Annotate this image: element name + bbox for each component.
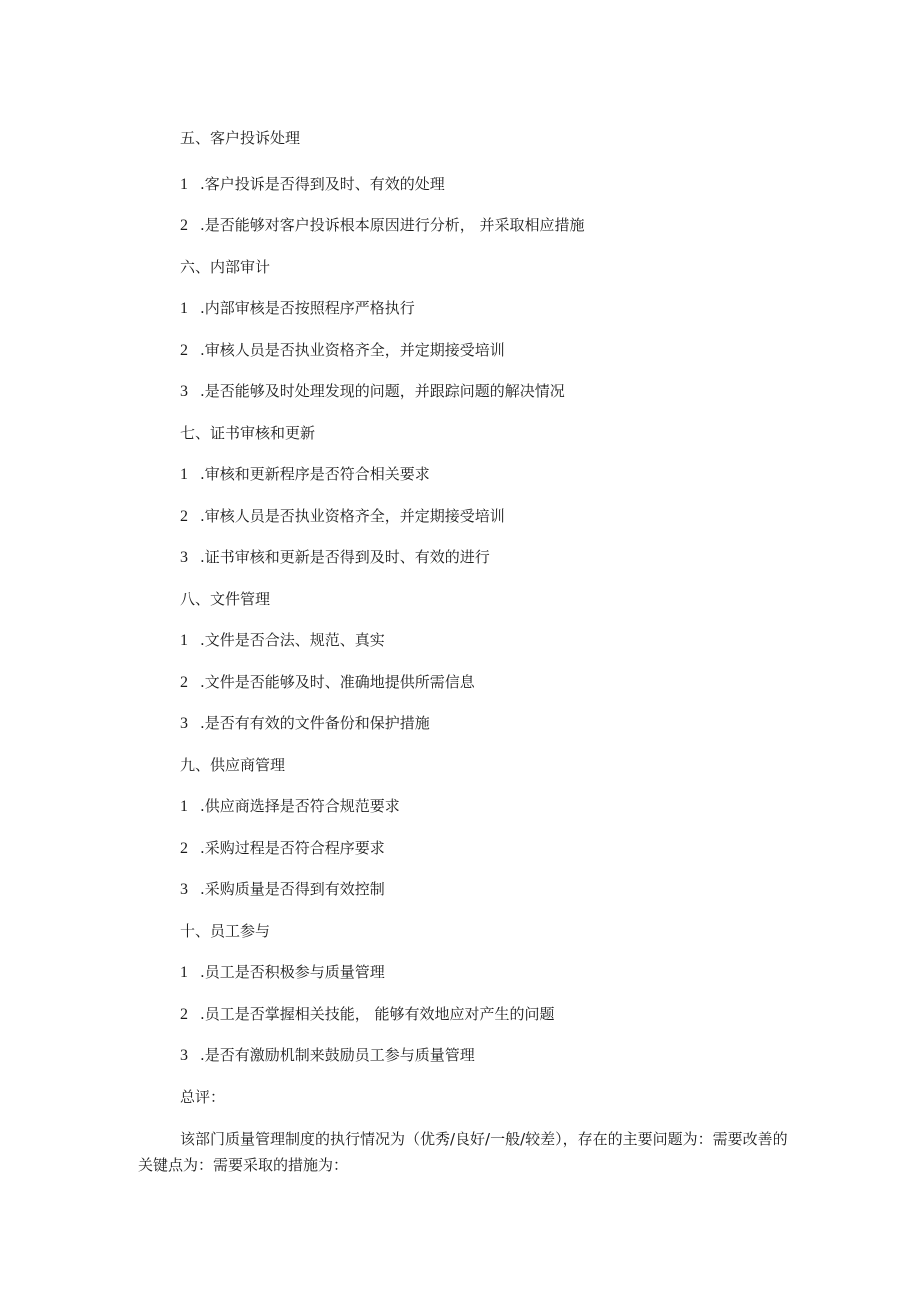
section-heading-10: 十、员工参与 xyxy=(180,922,271,940)
list-item xyxy=(180,1045,475,1066)
list-item xyxy=(180,713,430,734)
section-heading-5: 五、客户投诉处理 xyxy=(180,129,301,147)
item-number: 1 xyxy=(180,176,188,193)
item-text: .客户投诉是否得到及时、有效的处理 xyxy=(200,175,445,193)
item-number: 1 xyxy=(180,300,188,317)
list-item xyxy=(180,962,385,983)
item-text: .审核和更新程序是否符合相关要求 xyxy=(200,465,430,483)
item-number: 3 xyxy=(180,881,188,898)
item-text: .采购过程是否符合程序要求 xyxy=(200,839,385,857)
item-number: 3 xyxy=(180,549,188,566)
item-text: .员工是否掌握相关技能， 能够有效地应对产生的问题 xyxy=(200,1005,555,1023)
item-text: .是否有激励机制来鼓励员工参与质量管理 xyxy=(200,1046,475,1064)
section-heading-7: 七、证书审核和更新 xyxy=(180,424,316,442)
item-number: 1 xyxy=(180,964,188,981)
summary-label: 总评： xyxy=(180,1088,226,1106)
list-item xyxy=(180,298,415,319)
item-text: .是否有有效的文件备份和保护措施 xyxy=(200,714,430,732)
item-text: .证书审核和更新是否得到及时、有效的进行 xyxy=(200,548,490,566)
item-number: 2 xyxy=(180,840,188,857)
section-heading-8: 八、文件管理 xyxy=(180,590,271,608)
item-number: 2 xyxy=(180,342,188,359)
item-number: 2 xyxy=(180,674,188,691)
item-number: 3 xyxy=(180,1047,188,1064)
section-heading-6: 六、内部审计 xyxy=(180,258,271,276)
list-item xyxy=(180,506,505,527)
summary-paragraph: 该部门质量管理制度的执行情况为（优秀/良好/一般/较差），存在的主要问题为：需要改善的关键点为：需要采取的措施为： xyxy=(138,1130,788,1174)
item-text: .是否能够及时处理发现的问题，并跟踪问题的解决情况 xyxy=(200,382,565,400)
item-number: 2 xyxy=(180,508,188,525)
item-text: .文件是否能够及时、准确地提供所需信息 xyxy=(200,673,475,691)
list-item xyxy=(180,174,445,195)
list-item xyxy=(180,215,585,236)
item-text: .是否能够对客户投诉根本原因进行分析， 并采取相应措施 xyxy=(200,216,585,234)
item-text: .内部审核是否按照程序严格执行 xyxy=(200,299,415,317)
list-item xyxy=(180,547,490,568)
list-item xyxy=(180,879,385,900)
item-text: .员工是否积极参与质量管理 xyxy=(200,963,385,981)
item-number: 1 xyxy=(180,466,188,483)
list-item xyxy=(180,1004,555,1025)
list-item xyxy=(180,838,385,859)
item-text: .供应商选择是否符合规范要求 xyxy=(200,797,400,815)
list-item xyxy=(180,340,505,361)
item-number: 2 xyxy=(180,1006,188,1023)
item-text: .审核人员是否执业资格齐全，并定期接受培训 xyxy=(200,507,505,525)
list-item xyxy=(180,464,430,485)
section-heading-9: 九、供应商管理 xyxy=(180,756,286,774)
item-text: .文件是否合法、规范、真实 xyxy=(200,631,385,649)
item-number: 1 xyxy=(180,798,188,815)
list-item xyxy=(180,796,400,817)
list-item xyxy=(180,630,385,651)
item-number: 2 xyxy=(180,217,188,234)
list-item xyxy=(180,672,475,693)
item-number: 1 xyxy=(180,632,188,649)
item-text: .审核人员是否执业资格齐全，并定期接受培训 xyxy=(200,341,505,359)
item-number: 3 xyxy=(180,715,188,732)
item-text: .采购质量是否得到有效控制 xyxy=(200,880,385,898)
list-item xyxy=(180,381,565,402)
item-number: 3 xyxy=(180,383,188,400)
